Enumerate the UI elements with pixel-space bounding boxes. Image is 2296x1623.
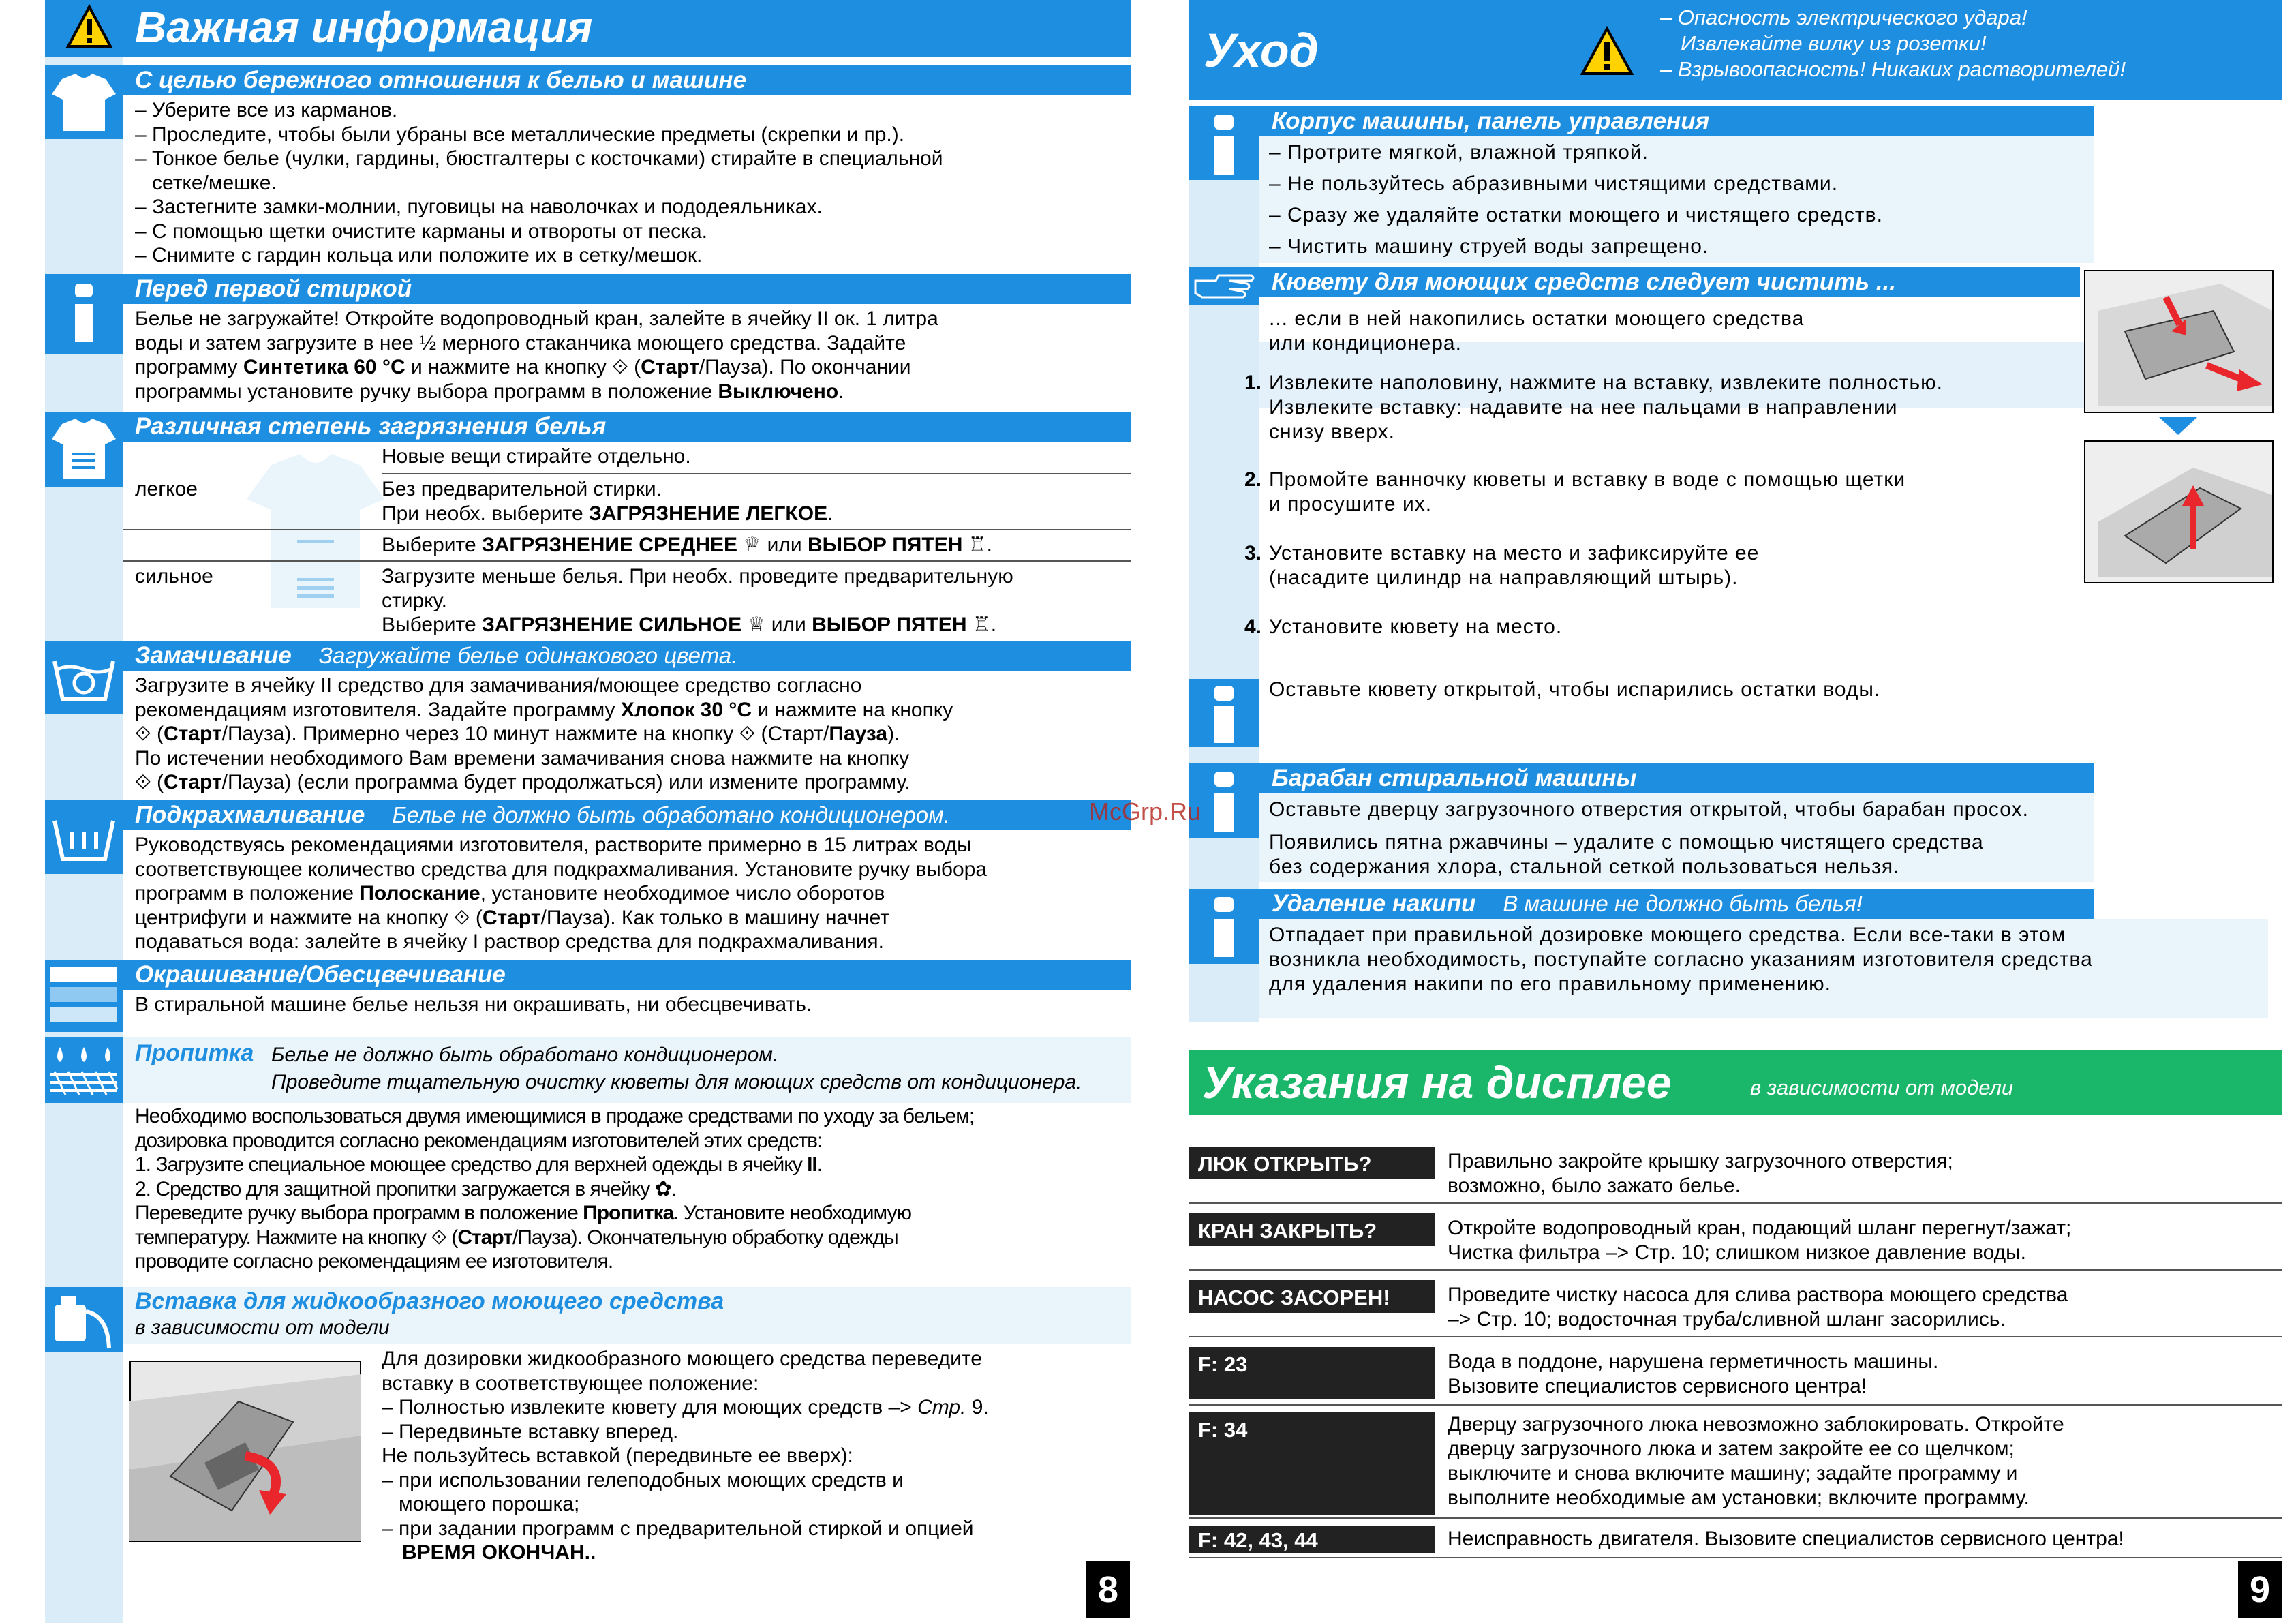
warning-text: – Взрывоопасность! Никаких растворителей! xyxy=(1660,57,2126,81)
info-icon xyxy=(45,274,123,354)
display-text: выполните необходимые ам установки; включите программу. xyxy=(1448,1487,2030,1509)
liquid-sub: в зависимости от модели xyxy=(135,1316,390,1339)
display-text: Вода в поддоне, нарушена герметичность машины. xyxy=(1448,1350,1939,1373)
liquid-line: вставку в соответствующее положение: xyxy=(382,1371,759,1395)
section-first-wash-title: Перед первой стиркой xyxy=(123,274,1131,304)
impregnation-line: 1. Загрузите специальное моющее средство для верхней одежды в ячейку II. xyxy=(135,1153,823,1176)
info-icon xyxy=(1189,106,1259,180)
shirt-icon xyxy=(45,65,123,139)
hand-pointing-icon xyxy=(1189,267,1259,305)
care-line: – С помощью щетки очистите карманы и отвороты от песка. xyxy=(135,219,707,243)
section-liquid-header xyxy=(123,1287,1131,1344)
care-line: – Тонкое белье (чулки, гардины, бюстгалтеры с косточками) стирайте в специальной xyxy=(135,147,943,170)
drawer-intro: ... если в ней накопились остатки моющего средства xyxy=(1269,307,1805,330)
section-care-title: С целью бережного отношения к белью и машине xyxy=(123,65,1131,95)
warning-icon xyxy=(65,4,113,49)
display-code: КРАН ЗАКРЫТЬ? xyxy=(1189,1213,1435,1246)
impregnation-drops-icon xyxy=(45,1037,123,1103)
descale-line: возникла необходимость, поступайте согласно указаниям изготовителя средства xyxy=(1269,948,2093,971)
section-body-panel-title: Корпус машины, панель управления xyxy=(1259,106,2094,136)
display-text: Вызовите специалистов сервисного центра! xyxy=(1448,1375,1867,1397)
first-wash-line: программы установите ручку выбора программ в положение Выключено. xyxy=(135,380,844,403)
drawer-step-text: и просушите их. xyxy=(1269,493,1433,515)
section-soak-title: Замачивание Загружайте белье одинакового цвета. xyxy=(123,641,1131,671)
liquid-line: – Полностью извлеките кювету для моющих средств –> Стр. 9. xyxy=(382,1396,989,1419)
warning-text: Извлекайте вилку из розетки! xyxy=(1681,31,1987,55)
impregnation-line: Переведите ручку выбора программ в положение Пропитка. Установите необходимую xyxy=(135,1202,912,1224)
right-page-title: Уход xyxy=(1204,24,1319,77)
starch-line: центрифуги и нажмите на кнопку ⟐ (Старт/Пауза). Как только в машину начнет xyxy=(135,906,890,929)
info-icon xyxy=(1189,889,1259,964)
page-number-left: 8 xyxy=(1086,1561,1130,1618)
display-text: возможно, было зажато белье. xyxy=(1448,1174,1741,1197)
soil-heavy-text: Загрузите меньше белья. При необх. проведите предварительную xyxy=(382,565,1013,588)
impregnation-sub: Белье не должно быть обработано кондиционером. xyxy=(271,1044,779,1066)
care-line: – Застегните замки-молнии, пуговицы на наволочках и пододеяльниках. xyxy=(135,196,823,218)
page-right xyxy=(1148,0,2296,1623)
care-line: – Проследите, чтобы были убраны все металлические предметы (скрепки и пр.). xyxy=(135,123,905,146)
display-code: F: 34 xyxy=(1189,1412,1435,1515)
page-number-right: 9 xyxy=(2238,1561,2282,1618)
body-panel-line: – Чистить машину струей воды запрещено. xyxy=(1269,235,1709,258)
section-care-body xyxy=(123,95,1131,273)
display-text: Откройте водопроводный кран, подающий шланг перегнут/зажат; xyxy=(1448,1217,2072,1239)
drum-line: без содержания хлора, стальной сеткой пользоваться нельзя. xyxy=(1269,855,1900,878)
section-dye-title: Окрашивание/Обесцвечивание xyxy=(123,960,1131,990)
starch-line: программ в положение Полоскание, установите необходимое число оборотов xyxy=(135,882,885,905)
drawer-intro: или кондиционера. xyxy=(1269,332,1462,354)
down-arrow-icon xyxy=(2159,417,2197,435)
starch-line: Руководствуясь рекомендациями изготовителя, растворите примерно в 15 литрах воды xyxy=(135,834,972,856)
section-dye-body xyxy=(123,990,1131,1037)
section-soil-body xyxy=(123,442,1131,639)
info-icon xyxy=(1189,679,1259,747)
soil-new-text: Новые вещи стирайте отдельно. xyxy=(382,445,691,468)
display-text: Дверцу загрузочного люка невозможно заблокировать. Откройте xyxy=(1448,1413,2064,1436)
watermark: McGrp.Ru xyxy=(1089,798,1201,825)
soak-line: ⟐ (Старт/Пауза). Примерно через 10 минут нажмите на кнопку ⟐ (Старт/Пауза). xyxy=(135,723,900,745)
soak-line: По истечении необходимого Вам времени замачивания снова нажмите на кнопку xyxy=(135,746,910,770)
section-descale-body xyxy=(1259,919,2268,1018)
drawer-step-number: 2. xyxy=(1244,468,1262,491)
drawer-step-text: Установите кювету на место. xyxy=(1269,616,1563,638)
soak-line: ⟐ (Старт/Пауза) (если программа будет продолжаться) или измените программу. xyxy=(135,771,910,793)
drum-line: Оставьте дверцу загрузочного отверстия открытой, чтобы барабан просох. xyxy=(1269,798,2029,821)
soil-light-text: При необх. выберите ЗАГРЯЗНЕНИЕ ЛЕГКОЕ. xyxy=(382,502,833,525)
drum-line: Появились пятна ржавчины – удалите с помощью чистящего средства xyxy=(1269,831,1984,853)
soiled-shirt-icon xyxy=(45,412,123,487)
first-wash-line: воды и затем загрузите в нее ½ мерного стаканчика моющего средства. Задайте xyxy=(135,331,906,354)
drawer-step-number: 3. xyxy=(1244,542,1262,564)
descale-line: для удаления накипи по его правильному применению. xyxy=(1269,973,1832,995)
section-impregnation-body xyxy=(123,1103,1131,1287)
right-icon-strip xyxy=(1189,119,1262,1022)
care-line: сетке/мешке. xyxy=(135,171,277,194)
drawer-step-number: 1. xyxy=(1244,371,1262,394)
body-panel-line: – Не пользуйтесь абразивными чистящими средствами. xyxy=(1269,172,1839,195)
starch-line: соответствующее количество средства для подкрахмаливания. Установите ручку выбора xyxy=(135,858,988,881)
soil-heavy-text: стирку. xyxy=(382,589,447,612)
section-descale-title: Удаление накипи В машине не должно быть белья! xyxy=(1259,889,2094,919)
display-text: Чистка фильтра –> Стр. 10; слишком низкое давление воды. xyxy=(1448,1241,2026,1264)
section-impregnation-title: Пропитка xyxy=(135,1040,254,1066)
section-starch-title: Подкрахмаливание Белье не должно быть обработано кондиционером. xyxy=(123,800,1131,830)
soil-heavy-text: Выберите ЗАГРЯЗНЕНИЕ СИЛЬНОЕ ♕ или ВЫБОР ПЯТЕН ♖. xyxy=(382,613,997,636)
section-liquid-body xyxy=(123,1344,1131,1569)
section-drum-body xyxy=(1259,793,2094,882)
soak-line: рекомендациям изготовителя. Задайте программу Хлопок 30 °C и нажмите на кнопку xyxy=(135,698,953,721)
drawer-step-text: Промойте ванночку кюветы и вставку в воде с помощью щетки xyxy=(1269,468,1906,491)
warning-text: – Опасность электрического удара! xyxy=(1660,5,2027,29)
dye-stripes-icon xyxy=(45,960,123,1032)
first-wash-line: Белье не загружайте! Откройте водопроводный кран, залейте в ячейку II ок. 1 литра xyxy=(135,307,938,330)
impregnation-line: проводите согласно рекомендациям ее изготовителя. xyxy=(135,1250,613,1273)
section-drum-title: Барабан стиральной машины xyxy=(1259,763,2094,793)
section-impregnation-header xyxy=(123,1037,1131,1103)
soil-medium-text: Выберите ЗАГРЯЗНЕНИЕ СРЕДНЕЕ ♕ или ВЫБОР ПЯТЕН ♖. xyxy=(382,534,992,556)
liquid-line: – при использовании гелеподобных моющих средств и xyxy=(382,1468,904,1491)
liquid-line: ВРЕМЯ ОКОНЧАН.. xyxy=(402,1541,596,1564)
warning-icon xyxy=(1580,26,1634,76)
display-text: –> Стр. 10; водосточная труба/сливной шланг засорились. xyxy=(1448,1308,2006,1331)
drawer-step-number: 4. xyxy=(1244,616,1262,638)
section-starch-body xyxy=(123,830,1131,960)
display-title: Указания на дисплее xyxy=(1202,1057,1672,1108)
drawer-remove-illustration xyxy=(2084,270,2274,413)
liquid-line: моющего порошка; xyxy=(382,1493,580,1515)
impregnation-sub: Проведите тщательную очистку кюветы для моющих средств от кондиционера. xyxy=(271,1071,1082,1093)
drawer-step-text: Извлеките вставку: надавите на нее пальцами в направлении xyxy=(1269,396,1898,419)
display-text: Правильно закройте крышку загрузочного отверстия; xyxy=(1448,1150,1953,1172)
soak-tub-icon xyxy=(45,641,123,714)
left-page-title: Важная информация xyxy=(135,3,593,52)
impregnation-line: температуру. Нажмите на кнопку ⟐ (Старт/Пауза). Окончательную обработку одежды xyxy=(135,1226,898,1249)
display-text: выключите и снова включите машину; задайте программу и xyxy=(1448,1462,2018,1485)
section-drawer-title: Кювету для моющих средств следует чистить ... xyxy=(1259,267,2080,297)
liquid-line: Не пользуйтесь вставкой (передвиньте ее вверх): xyxy=(382,1444,853,1467)
section-liquid-title: Вставка для жидкообразного моющего средства xyxy=(135,1288,724,1314)
left-main-header xyxy=(45,0,1131,57)
drawer-step-text: снизу вверх. xyxy=(1269,421,1395,443)
section-first-wash-body xyxy=(123,304,1131,410)
soil-light-label: легкое xyxy=(135,478,198,500)
liquid-line: – при задании программ с предварительной стиркой и опцией xyxy=(382,1517,974,1540)
section-body-panel-body xyxy=(1259,136,2094,263)
display-sub: в зависимости от модели xyxy=(1750,1076,2014,1099)
starch-tub-icon xyxy=(45,800,123,874)
soil-heavy-label: сильное xyxy=(135,565,213,588)
display-text: Проведите чистку насоса для слива раствора моющего средства xyxy=(1448,1284,2068,1306)
soil-light-text: Без предварительной стирки. xyxy=(382,478,662,500)
drawer-note: Оставьте кювету открытой, чтобы испарились остатки воды. xyxy=(1269,678,1881,701)
body-panel-line: – Протрите мягкой, влажной тряпкой. xyxy=(1269,141,1649,164)
drawer-step-text: Установите вставку на место и зафиксируйте ее xyxy=(1269,542,1760,564)
impregnation-line: дозировка проводится согласно рекомендациям изготовителей этих средств: xyxy=(135,1129,823,1152)
section-soak-body xyxy=(123,671,1131,800)
right-main-header xyxy=(1189,0,2282,100)
care-line: – Уберите все из карманов. xyxy=(135,99,398,121)
display-header xyxy=(1189,1050,2282,1115)
section-soil-title: Различная степень загрязнения белья xyxy=(123,412,1131,442)
drawer-step-text: (насадите цилиндр на направляющий штырь). xyxy=(1269,566,1739,589)
care-line: – Снимите с гардин кольца или положите их в сетку/мешок. xyxy=(135,244,703,267)
first-wash-line: программу Синтетика 60 °C и нажмите на кнопку ⟐ (Старт/Пауза). По окончании xyxy=(135,356,911,378)
drawer-step-text: Извлеките наполовину, нажмите на вставку, извлеките полностью. xyxy=(1269,371,1943,394)
liquid-line: – Передвиньте вставку вперед. xyxy=(382,1420,679,1443)
impregnation-line: 2. Средство для защитной пропитки загружается в ячейку ✿. xyxy=(135,1177,677,1200)
starch-line: подаваться вода: залейте в ячейку I раствор средства для подкрахмаливания. xyxy=(135,930,884,953)
impregnation-line: Необходимо воспользоваться двумя имеющимися в продаже средствами по уходу за бельем; xyxy=(135,1105,975,1127)
body-panel-line: – Сразу же удаляйте остатки моющего и чистящего средств. xyxy=(1269,204,1883,226)
liquid-detergent-icon xyxy=(45,1287,123,1352)
display-code: F: 23 xyxy=(1189,1347,1435,1399)
liquid-line: Для дозировки жидкообразного моющего средства переведите xyxy=(382,1348,982,1370)
section-drawer-body xyxy=(1244,297,2159,679)
dye-line: В стиральной машине белье нельзя ни окрашивать, ни обесцвечивать. xyxy=(135,993,812,1016)
liquid-insert-illustration xyxy=(129,1361,361,1542)
display-text: Неисправность двигателя. Вызовите специалистов сервисного центра! xyxy=(1448,1528,2124,1550)
soak-line: Загрузите в ячейку II средство для замачивания/моющее средство согласно xyxy=(135,674,862,697)
display-text: дверцу загрузочного люка и затем закройте ее со щелчком; xyxy=(1448,1438,2015,1460)
display-code: НАСОС ЗАСОРЕН! xyxy=(1189,1280,1435,1313)
display-code: F: 42, 43, 44 xyxy=(1189,1526,1435,1553)
drawer-insert-illustration xyxy=(2084,440,2274,583)
descale-line: Отпадает при правильной дозировке моющего средства. Если все-таки в этом xyxy=(1269,924,2066,946)
display-code: ЛЮК ОТКРЫТЬ? xyxy=(1189,1147,1435,1179)
